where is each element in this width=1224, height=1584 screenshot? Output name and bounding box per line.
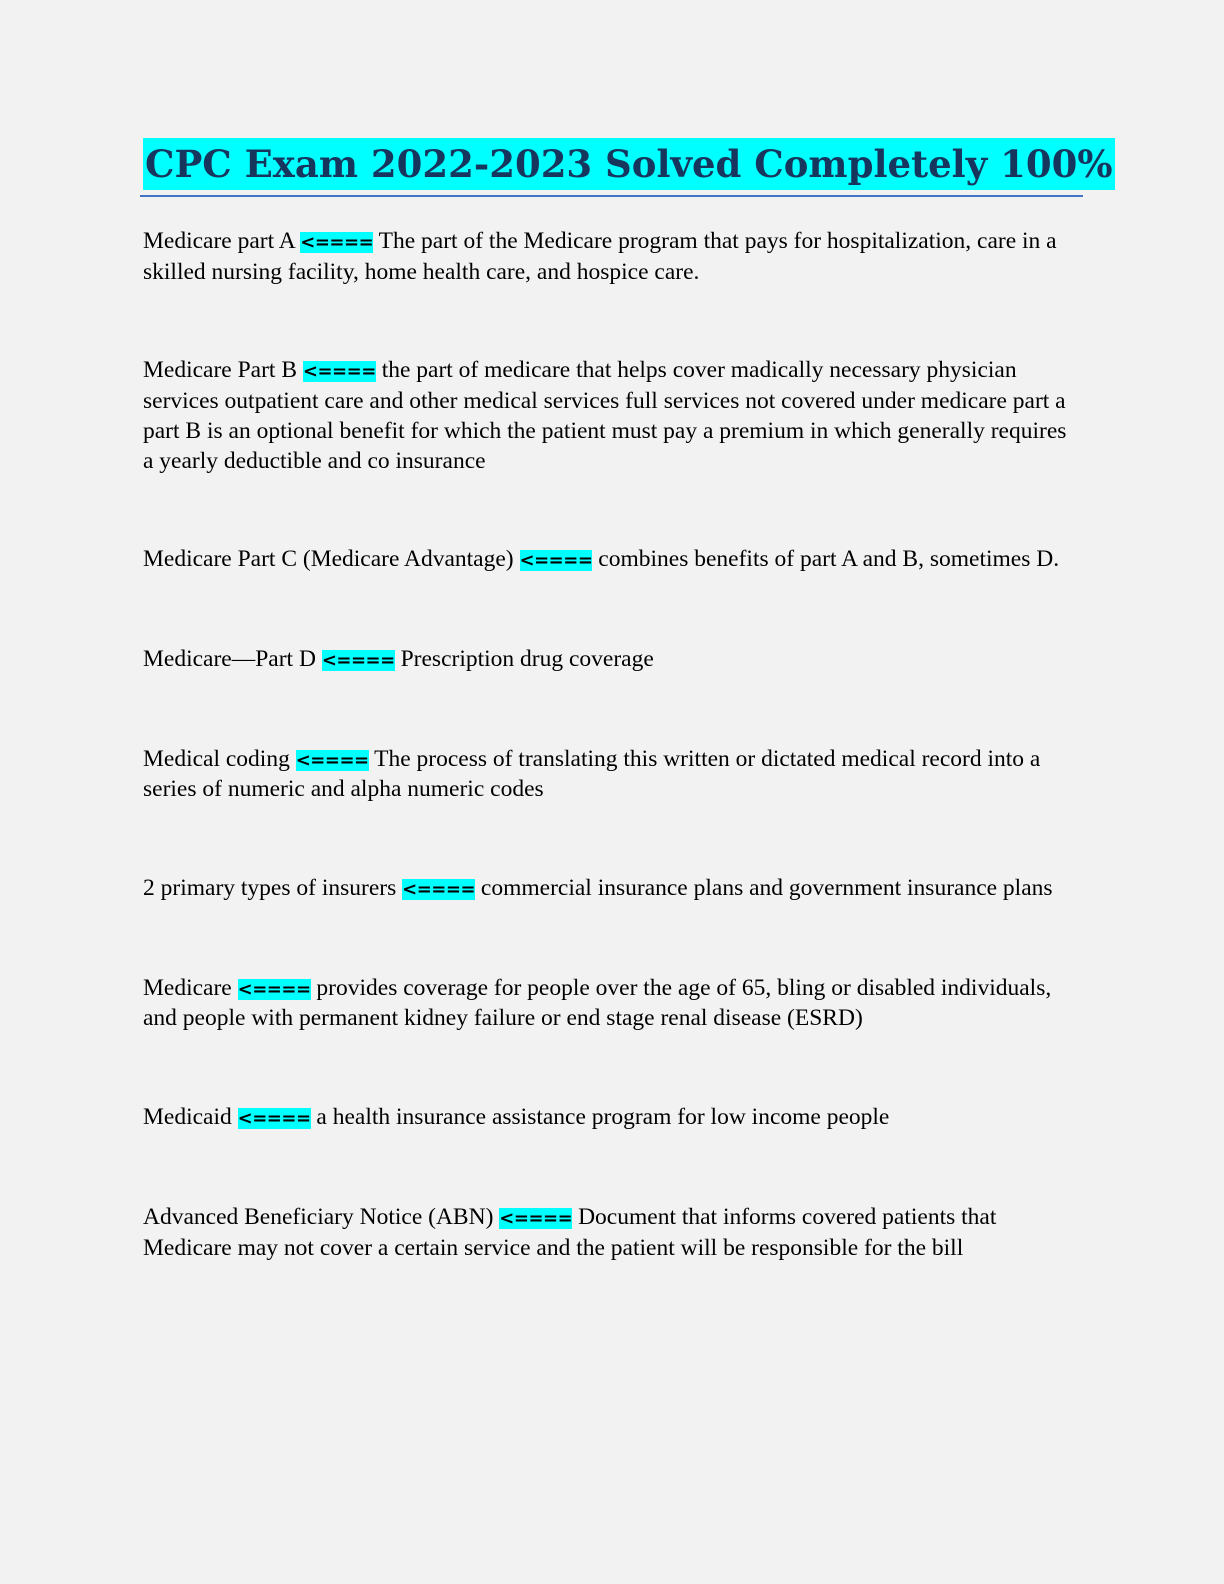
entry-term: Medicare	[143, 974, 232, 1001]
entry-term: Medicare—Part D	[143, 645, 316, 672]
title-underline	[140, 138, 1113, 197]
entry-medicare-part-b	[143, 356, 1078, 476]
arrow-separator: <====	[519, 550, 593, 572]
entry-medicare-part-c	[143, 545, 1078, 576]
entry-definition: Prescription drug coverage	[400, 645, 654, 672]
entry-medicare-part-a	[143, 227, 1078, 287]
arrow-separator: <====	[321, 649, 395, 671]
arrow-separator: <====	[295, 749, 369, 771]
document-page	[143, 138, 1113, 1263]
entry-term: Medical coding	[143, 745, 290, 772]
entry-definition: the part of medicare that helps cover madically necessary physician services outpatient care and other medical services full services not covered under medicare part a part B is an optional benefit for which the patient must pay a premium in which generally requires a yearly deductible and co insurance	[143, 357, 1067, 474]
entries-list	[143, 227, 1083, 1263]
entry-primary-insurers	[143, 874, 1078, 905]
arrow-separator: <====	[237, 978, 311, 1000]
entry-definition: Document that informs covered patients that Medicare may not cover a certain service and the patient will be responsible for the bill	[143, 1203, 997, 1261]
arrow-separator: <====	[402, 879, 476, 901]
entry-abn	[143, 1203, 1078, 1263]
entry-term: Medicare part A	[143, 228, 295, 254]
entry-definition: commercial insurance plans and government insurance plans	[480, 875, 1053, 902]
entry-definition: a health insurance assistance program for low income people	[316, 1104, 890, 1131]
entry-medicare-part-d	[143, 645, 1078, 676]
arrow-separator: <====	[237, 1108, 311, 1130]
entry-definition: provides coverage for people over the age of 65, bling or disabled individuals, and people with permanent kidney failure or end stage renal disease (ESRD)	[143, 974, 1052, 1032]
entry-definition: The process of translating this written or dictated medical record into a series of numeric and alpha numeric codes	[143, 745, 1041, 803]
entry-medicaid	[143, 1103, 1078, 1134]
entry-term: Advanced Beneficiary Notice (ABN)	[143, 1203, 494, 1230]
arrow-separator: <====	[302, 361, 376, 383]
arrow-separator: <====	[300, 232, 374, 253]
entry-medical-coding	[143, 745, 1078, 805]
document-title: CPC Exam 2022-2023 Solved Completely 100%	[143, 138, 1115, 190]
entry-term: Medicare Part C (Medicare Advantage)	[143, 546, 514, 573]
entry-term: Medicaid	[143, 1104, 232, 1131]
entry-term: 2 primary types of insurers	[143, 875, 397, 902]
entry-definition: combines benefits of part A and B, sometimes D.	[598, 546, 1060, 573]
entry-term: Medicare Part B	[143, 357, 298, 384]
entry-medicare	[143, 974, 1078, 1034]
entry-definition: The part of the Medicare program that pays for hospitalization, care in a skilled nursing facility, home health care, and hospice care.	[143, 228, 1057, 285]
arrow-separator: <====	[499, 1207, 573, 1229]
